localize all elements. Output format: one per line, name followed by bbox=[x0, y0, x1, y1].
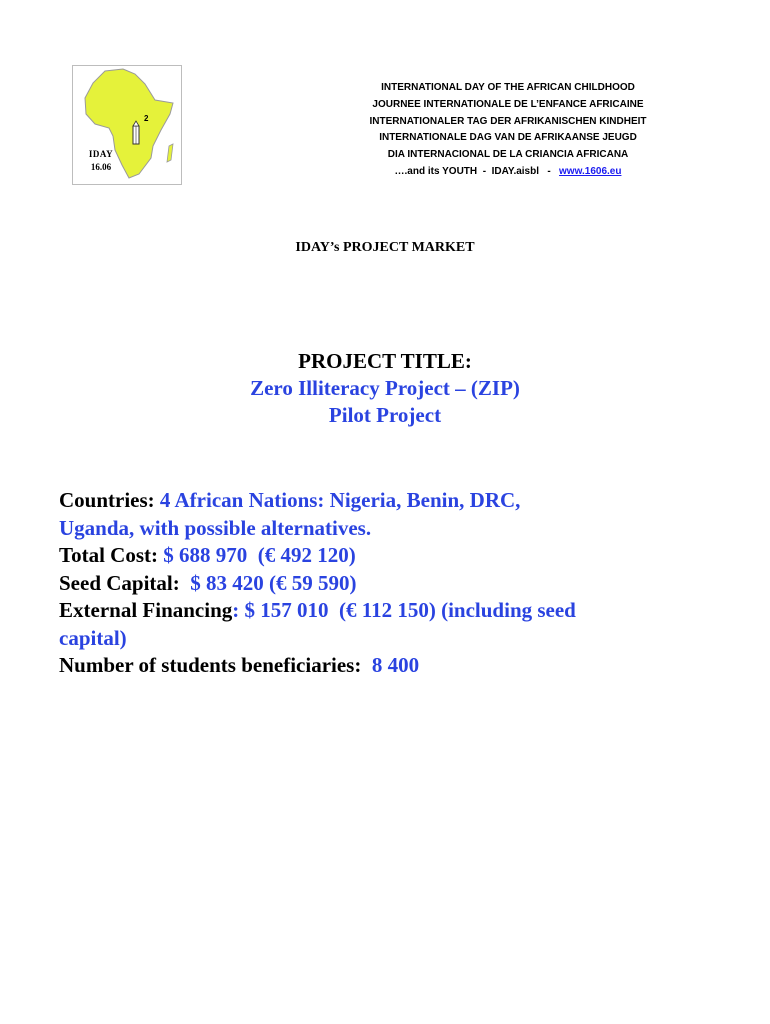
header-line: JOURNEE INTERNATIONALE DE L’ENFANCE AFRICAINE bbox=[372, 98, 644, 110]
header-line: INTERNATIONALER TAG DER AFRIKANISCHEN KINDHEIT bbox=[369, 115, 647, 127]
external-financing-continued: capital) bbox=[59, 625, 127, 650]
countries-row bbox=[59, 487, 719, 515]
total-cost-row bbox=[59, 542, 719, 570]
project-title-block bbox=[0, 348, 770, 429]
external-financing-row bbox=[59, 597, 719, 625]
project-details bbox=[59, 487, 719, 680]
countries-value-continued: Uganda, with possible alternatives. bbox=[59, 515, 372, 540]
logo-superscript: 2 bbox=[144, 114, 149, 123]
students-label: Number of students beneficiaries: bbox=[59, 653, 372, 677]
students-row bbox=[59, 652, 719, 680]
logo-label-iday: IDAY bbox=[88, 149, 114, 159]
project-subtitle: Pilot Project bbox=[328, 403, 442, 427]
project-market-title: IDAY’s PROJECT MARKET bbox=[295, 240, 475, 255]
total-cost-label: Total Cost: bbox=[59, 543, 164, 567]
seed-capital-label: Seed Capital: bbox=[59, 570, 191, 595]
external-financing-label: External Financing bbox=[59, 598, 233, 622]
organization-header bbox=[318, 80, 698, 181]
iday-logo bbox=[72, 65, 182, 185]
seed-capital-value: $ 83 420 (€ 59 590) bbox=[190, 570, 357, 595]
logo-label-date: 16.06 bbox=[90, 162, 112, 172]
project-name: Zero Illiteracy Project – (ZIP) bbox=[250, 376, 520, 400]
header-line-youth bbox=[318, 164, 698, 181]
website-link[interactable]: www.1606.eu bbox=[559, 165, 622, 177]
seed-capital-row bbox=[59, 570, 719, 598]
header-line: INTERNATIONAL DAY OF THE AFRICAN CHILDHOOD bbox=[381, 82, 635, 93]
header-line: DIA INTERNACIONAL DE LA CRIANCIA AFRICANA bbox=[387, 149, 629, 161]
students-value: 8 400 bbox=[371, 653, 420, 677]
countries-value: 4 African Nations: Nigeria, Benin, DRC, bbox=[159, 488, 521, 512]
total-cost-value: $ 688 970 (€ 492 120) bbox=[163, 543, 356, 567]
countries-label: Countries: bbox=[59, 488, 160, 512]
project-title-heading: PROJECT TITLE: bbox=[298, 349, 472, 373]
youth-text: ….and its YOUTH - IDAY.aisbl - bbox=[394, 165, 560, 177]
header-line: INTERNATIONALE DAG VAN DE AFRIKAANSE JEUGD bbox=[379, 132, 637, 144]
external-financing-value: : $ 157 010 (€ 112 150) (including seed bbox=[232, 598, 576, 622]
